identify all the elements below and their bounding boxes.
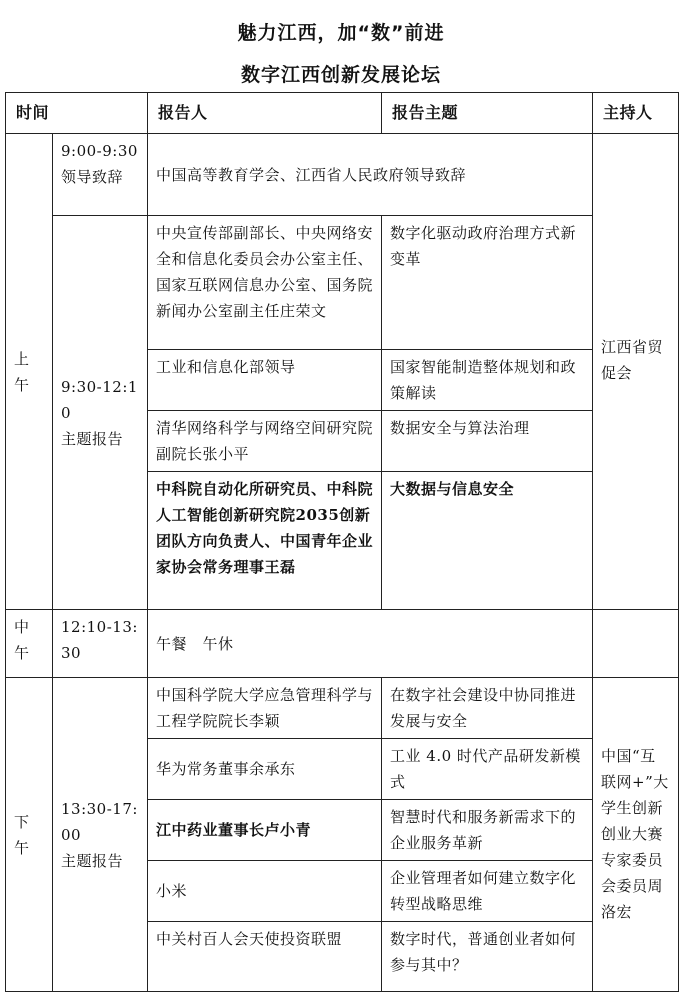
topic-cell: 大数据与信息安全 (382, 472, 593, 610)
period-noon: 中午 (6, 610, 53, 678)
host-noon (593, 610, 679, 678)
time-cell (53, 216, 148, 610)
host-afternoon-top (593, 678, 679, 739)
page-title: 魅力江西，加“数”前进 (237, 22, 445, 44)
header-topic: 报告主题 (382, 93, 593, 134)
topic-cell: 在数字社会建设中协同推进发展与安全 (382, 678, 593, 739)
speaker-cell: 工业和信息化部领导 (148, 350, 382, 411)
period-afternoon: 下午 (6, 678, 53, 992)
time-cell (53, 678, 148, 992)
opening-speech: 中国高等教育学会、江西省人民政府领导致辞 (148, 134, 593, 216)
table-row (6, 610, 679, 678)
slot-label: 领导致辞 (61, 168, 124, 186)
noon-activity: 午餐 午休 (148, 610, 593, 678)
table-header-row (6, 93, 679, 134)
topic-cell: 企业管理者如何建立数字化转型战略思维 (382, 861, 593, 922)
slot-time: 9:00-9:30 (61, 142, 138, 160)
speaker-cell: 小米 (148, 861, 382, 922)
topic-cell: 数字化驱动政府治理方式新变革 (382, 216, 593, 350)
speaker-cell: 中科院自动化所研究员、中科院人工智能创新研究院2035创新团队方向负责人、中国青年企业家协会常务理事王磊 (148, 472, 382, 610)
table-row (6, 678, 679, 739)
table-row (6, 134, 679, 216)
speaker-cell: 中国科学院大学应急管理科学与工程学院院长李颖 (148, 678, 382, 739)
schedule-table (5, 92, 679, 992)
topic-cell: 国家智能制造整体规划和政策解读 (382, 350, 593, 411)
header-time: 时间 (6, 93, 148, 134)
slot-time: 13:30-17:00 (61, 799, 138, 844)
speaker-cell: 中央宣传部副部长、中央网络安全和信息化委员会办公室主任、国家互联网信息办公室、国务院新闻办公室副主任庄荣文 (148, 216, 382, 350)
slot-label: 主题报告 (61, 851, 124, 870)
table-row (6, 216, 679, 350)
time-cell: 12:10-13:30 (53, 610, 148, 678)
topic-cell: 数据安全与算法治理 (382, 411, 593, 472)
period-morning: 上午 (6, 134, 53, 610)
topic-cell: 数字时代，普通创业者如何参与其中？ (382, 922, 593, 992)
speaker-cell: 华为常务董事余承东 (148, 739, 382, 800)
time-cell (53, 134, 148, 216)
topic-cell: 智慧时代和服务新需求下的企业服务革新 (382, 800, 593, 861)
topic-cell: 工业 4.0 时代产品研发新模式 (382, 739, 593, 800)
page-subtitle: 数字江西创新发展论坛 (240, 64, 441, 86)
speaker-cell: 中关村百人会天使投资联盟 (148, 922, 382, 992)
header-host: 主持人 (593, 93, 679, 134)
speaker-cell: 清华网络科学与网络空间研究院副院长张小平 (148, 411, 382, 472)
host-afternoon: 中国“互联网+”大学生创新创业大赛专家委员会委员周洛宏 (593, 739, 679, 992)
slot-label: 主题报告 (61, 429, 124, 448)
speaker-cell: 江中药业董事长卢小青 (148, 800, 382, 861)
host-morning: 江西省贸促会 (593, 134, 679, 610)
slot-time: 9:30-12:10 (61, 377, 138, 422)
header-speaker: 报告人 (148, 93, 382, 134)
